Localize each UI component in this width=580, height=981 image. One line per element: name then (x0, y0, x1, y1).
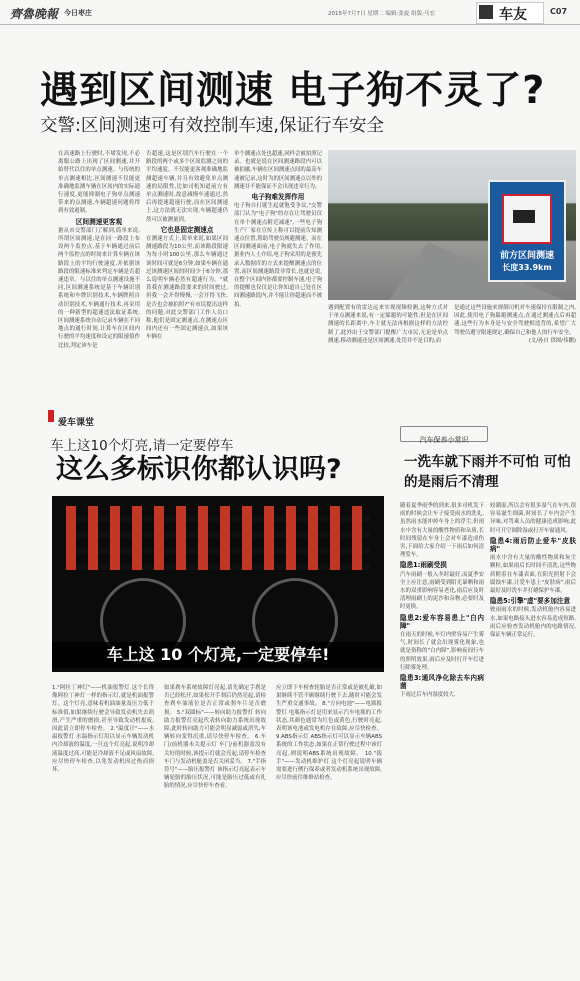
lead-paragraph: 是通过这些设施来规制司机对车速保持在限制之内,因此,使用电子狗躲避测速点,在通过测速点后再超速,这些行为本身是与安全驾驶相违背的,希望广大驾驶员遵守限速规定,确保自己和他人的行车安全。 (454, 305, 576, 336)
care-box (396, 422, 580, 974)
class-paragraph: 如果刹车系统故障灯亮起,请先确定手刹是否已经松开,如果松开手刹后仍然亮起,请检查刹车油液位是否正常或刹车片是否磨损。 5."双圆标"——转向助力报警灯 转向助力报警灯亮起代表转向助力系统出现故障,此时转向助力可能会明显减弱或消失,车辆转向变得沉重,请尽快停车检查。 6.车门/前机器未关提示灯 车门/前机器盖没有关好的时候,该提示灯就会亮起,请停车检查车门与发动机舱盖是否关闭妥当。 7."手指符号"——胎压报警灯 该指示灯亮起表示车辆轮胎的胎压状况,可能是胎压过低或有扎胎的情况,应尽快停车查看。 (164, 685, 266, 790)
class-column-3 (276, 684, 382, 974)
dashboard-photo (52, 496, 384, 672)
class-paragraph: 应立即下车检查轮胎是否正常或是被扎破,如果继续不管不顾继续行驶下去,随时可能会发生严重交通事故。 8."方向电池"——电瓶报警灯 电瓶指示灯是用来显示汽车电瓶的工作状态,其颜色通常为红色或黄色,行驶时亮起,表明该电池或发电机存在故障,应尽快检查。 9.ABS指示灯 ABS指示灯可以显示车辆ABS系统的工作状态,如果在正常行驶过程中该灯亮起,则说明ABS系统出现故障。 10."扳手"——发动机维护灯 这个灯亮起说明车辆需要进行例行保养或者发动机系统出现故障,应尽快前往维修站检查。 (276, 685, 382, 782)
highway-photo (328, 150, 576, 300)
care-subheading-4: 隐患4:雨后防止爱车"皮肤病" (490, 536, 576, 554)
care-label (400, 426, 488, 442)
care-subheading-5: 隐患5:引擎"虚"要多加注意 (490, 597, 571, 606)
care-paragraph: 较潮湿,所以会有很多湿气在车内,很容易滋生细菌,时间长了车内会产生异味,对驾乘人员的健康造成影响,此时可开空调除湿或打开车窗通风。 (490, 503, 576, 534)
care-column-1 (400, 502, 484, 972)
column-name: 车友 (499, 7, 527, 23)
lead-column-5 (454, 304, 576, 368)
sign-text-2: 长度33.9km (502, 263, 552, 272)
lead-headline: 遇到区间测速 电子狗不灵了? (40, 68, 546, 112)
care-column-2 (490, 502, 576, 972)
photo-credit: (文/孙自 供图/伟鹏) (528, 337, 576, 344)
care-subheading-2: 隐患2:爱车容易患上"白内障" (400, 613, 484, 630)
lead-paragraph: 遇到配置有的雷达远来实现视频检测,这种方式对于单点测速来说,有一定躲避的可能性,但是在区间测速的长距离中,车主就无法再根据这样的方法控制了,此外由于交警部门提醒广大市民,无论是单点测速,移动测速还是区间测速,处罚并不是目的,而 (328, 305, 448, 344)
lead-paragraph: 在测速方式上,简单来说,如果区间测速路段为10公里,而该路段限速为每小时100公里,那么车辆通过该时间可就是6分钟,如果车辆在通过该测速区间的时间少于6分钟,那么说明车辆必然有超速行为。"就算我在测速路段要求的时间驶过,但我一会开得慢慢,一会开得飞快,是否也会被拍照?"有市民提出这样的问题,对此交警部门工作人员口称,他们是固定测速点,在测速点区间内还有一些固定测速点,如果该车辆在 (146, 236, 228, 341)
section-name: 今日枣庄 (64, 9, 92, 17)
class-headline: 这么多标识你都认识吗? (56, 454, 342, 485)
care-subheading-1: 隐患1:雨刷受损 (400, 561, 447, 570)
care-paragraph: 下雨过后车内湿度较大, (400, 692, 456, 699)
care-paragraph: 汽车雨刷一般入冬时最好,而夏季安全上应注意,雨刷受到阳光暴晒和雨水的双重影响容易老化,雨后应及时清理雨刷上的泥沙和杂物,必要时及时更换。 (400, 571, 484, 611)
camera-icon (502, 194, 552, 244)
tag-icon (479, 5, 493, 19)
lead-subhead: 交警:区间测速可有效控制车速,保证行车安全 (40, 116, 384, 136)
class-kicker: 车上这10个灯亮,请一定要停车 (50, 438, 234, 454)
care-headline: 一洗车就下雨并不可怕 可怕的是雨后不清理 (404, 454, 571, 490)
care-paragraph: 在雨天的时候,车灯内壁容易产生雾气,时间长了就会出现雾化现象,也就是俗称的"白内障",影响夜间行车的照明效果,雨后应及时打开车灯进行除雾处理。 (400, 632, 484, 671)
page-number: C07 (550, 7, 568, 16)
class-column-2 (164, 684, 266, 974)
care-paragraph: 随着夏季雨季的到来,很多司机发下雨的时候会让车子接受雨水的洗礼,虽然雨水能冲掉车身上的浮尘,但雨水中含有大量的酸性物质和杂质,长时间残留在车身上会对车漆造成伤害,下面给大家介绍一下雨后如何清理爱车。 (400, 503, 484, 559)
masthead: 齊魯晚報 (10, 7, 59, 21)
class-column-1 (52, 684, 154, 974)
lead-paragraph: 据从市交警部门了解到,简单来说,所谓区间测速,是在同一路段上布设两个监控点,基于车辆通过前后两个监控点的时间来计算车辆在该路段上的平均行驶速度,并依据该路段的限速标准来判定车辆是否超速违章。与以往的单点测速设施不同,区间测速系统是基于车辆识别系统和车牌识别技术,车辆牌照自动识别技术,车辆通行技术,再采用的一种新型的超速违法取证系统,区间测速系统自动记录车辆在不同地点的通行时间,计算车在区间内行驶的平均速度和设定的限速值作比较,判定该车是 (58, 227, 140, 349)
lead-paragraph: 否超速,这是区别汽车行驶在一个路段的两个或多个区间监测之间的平均速度。不仅能更客观准确地监测超速车辆,并且有效避免单点测速的局限性,比如司机知道前方有单点测速时,故意减慢车速通过,然后再提速超速行驶,而在区间测速上,这方法就无法实现,车辆超速仍然可以被测量到。 (146, 151, 228, 223)
lead-paragraph: 在高速路上行驶时,不堵发现,不必离服公路上出现了区间测速,并开始替代以往的单点测速。与传统的单点测速相比,区间测速不仅能更准确地监测车辆在区间内的实际通行速度,更能抑制电子狗单点测速带来的点测速,车辆超速问题将得到有效遏制。 (58, 151, 140, 215)
care-label-text: 汽车保养小常识 (419, 436, 469, 444)
care-paragraph: 驶雨雨水的时候,发动机舱内容易进水,如果电路接头进水容易造成短路,雨后应检查发动机舱内的电路情况,保证车辆正常运行。 (490, 607, 576, 639)
lead-paragraph: 电子狗自打诞生起就饱受争议,"交警部门认为"电子狗"的存在让驾驶员仅在单个测速点附近减速",一些电子狗生产厂家在宣传上称可以提前告知测速点位置,帮助驾驶员规避测速。而在区间测速面前,电子狗就失去了作用,据业内人士介绍,电子狗采用的是预先录入数据库的方式来提醒测速点的位置,而区间测速路段非常长,也就是说,在整个区间内你都要控制车速,电子狗的提醒也仅仅是让你知道自己处在区间测速路段内,并不能让你超速而不被拍。 (234, 203, 322, 308)
lead-column-3 (234, 150, 322, 310)
photo-caption-band (52, 642, 384, 668)
road-sign (488, 180, 566, 282)
care-subheading-3: 隐患3:通风净化除去车内病菌 (400, 674, 484, 691)
lead-paragraph: 单个测速点处也超速,同样会被拍照记录。也就是说在区间测速路段内可以被拍摄,车辆在区间测速点间的最高车速被记录,这时为的区间测速点以外的测速并不能保证不会出现违章行为。 (234, 151, 322, 190)
class-label (48, 410, 208, 428)
class-paragraph: 1."阿拉丁神灯"——机油报警灯 这个长得像阿拉丁神灯一样的指示灯,就是机油报警灯。这个灯亮,意味着机油油量及压力低于标准值,如果继续行驶会导致发动机失去润滑,产生严重的磨损,甚至导致发动机报废,因此请立即停车检查。 2."温度计"——水温报警灯 水温指示灯用以显示车辆发动机内冷却液的温度,一旦这个灯亮起,说明冷却液温度过高,可能是冷却液不足或风扇故障,应尽快停车检查,以免发动机因过热而损坏。 (52, 685, 154, 774)
photo-caption: 车上这 10 个灯亮,一定要停车! (106, 645, 330, 664)
sign-text-1: 前方区间测速 (499, 251, 554, 261)
lead-subheading-1: 区间测速更客观 (75, 217, 123, 226)
lead-subheading-2: 它也是固定测速点 (160, 225, 214, 234)
lead-subheading-3: 电子狗难发挥作用 (251, 193, 305, 202)
dateline: 2015年7月7日 星期二 编辑:张旋 组版:马宏 (328, 11, 435, 17)
page-header (0, 0, 580, 25)
lead-column-4 (328, 304, 448, 360)
column-badge (476, 2, 544, 24)
class-label-text: 爱车课堂 (58, 418, 95, 428)
warning-lights-grid (66, 506, 370, 570)
care-paragraph: 雨水中含有大量的酸性物质和灰尘颗粒,如果雨后长时间不清洗,这些物质附着在车漆表面,在阳光照射下会腐蚀车漆,让爱车患上"皮肤病",雨后最好及时洗车并打蜡保护车漆。 (490, 555, 576, 595)
